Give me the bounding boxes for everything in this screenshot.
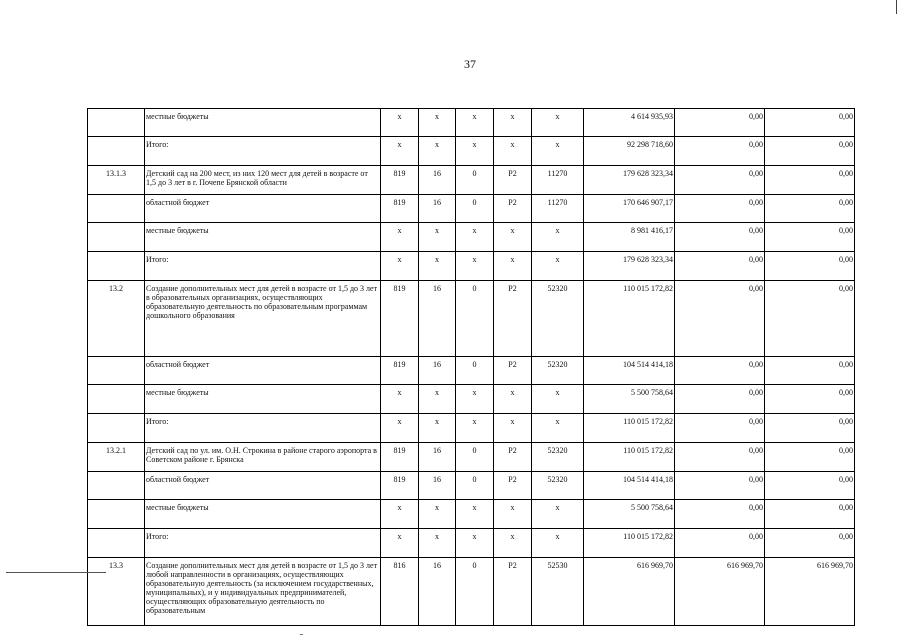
row-name: местные бюджеты bbox=[145, 109, 381, 137]
code-section: 16 bbox=[419, 281, 456, 357]
code-subsection: 0 bbox=[456, 472, 494, 500]
code-direction: 52320 bbox=[532, 357, 584, 385]
table-row bbox=[88, 472, 855, 500]
code-ministry: x bbox=[381, 109, 419, 137]
amount-year-2: 616 969,70 bbox=[675, 558, 765, 626]
code-ministry: 819 bbox=[381, 195, 419, 223]
code-ministry: 819 bbox=[381, 443, 419, 472]
code-program: P2 bbox=[494, 558, 532, 626]
amount-year-1: 616 969,70 bbox=[584, 558, 675, 626]
page-number: 37 bbox=[464, 57, 476, 71]
code-program: x bbox=[494, 529, 532, 558]
code-section: x bbox=[419, 529, 456, 558]
amount-year-3: 0,00 bbox=[765, 281, 855, 357]
amount-year-3: 0,00 bbox=[765, 472, 855, 500]
amount-year-1: 8 981 416,17 bbox=[584, 223, 675, 252]
code-program: P2 bbox=[494, 195, 532, 223]
amount-year-3: 0,00 bbox=[765, 385, 855, 414]
scan-dot bbox=[300, 634, 303, 635]
code-program: x bbox=[494, 137, 532, 166]
code-section: 16 bbox=[419, 443, 456, 472]
row-number bbox=[88, 109, 145, 137]
code-program: x bbox=[494, 252, 532, 281]
row-number bbox=[88, 223, 145, 252]
code-direction: x bbox=[532, 109, 584, 137]
code-subsection: x bbox=[456, 529, 494, 558]
code-direction: 52320 bbox=[532, 472, 584, 500]
amount-year-1: 104 514 414,18 bbox=[584, 472, 675, 500]
code-program: P2 bbox=[494, 281, 532, 357]
amount-year-2: 0,00 bbox=[675, 252, 765, 281]
row-number bbox=[88, 529, 145, 558]
row-number bbox=[88, 252, 145, 281]
code-direction: x bbox=[532, 500, 584, 529]
amount-year-3: 0,00 bbox=[765, 109, 855, 137]
amount-year-1: 5 500 758,64 bbox=[584, 385, 675, 414]
table-row bbox=[88, 414, 855, 443]
code-section: x bbox=[419, 385, 456, 414]
table-row bbox=[88, 443, 855, 472]
row-number bbox=[88, 357, 145, 385]
row-number bbox=[88, 385, 145, 414]
code-ministry: x bbox=[381, 223, 419, 252]
row-number bbox=[88, 137, 145, 166]
row-name: областной бюджет bbox=[145, 195, 381, 223]
amount-year-3: 0,00 bbox=[765, 137, 855, 166]
code-program: P2 bbox=[494, 357, 532, 385]
table-row bbox=[88, 357, 855, 385]
row-name: областной бюджет bbox=[145, 472, 381, 500]
row-name: Детский сад по ул. им. О.Н. Строкина в районе старого аэропорта в Советском районе г. Брянска bbox=[145, 443, 381, 472]
table-row bbox=[88, 281, 855, 357]
code-program: P2 bbox=[494, 472, 532, 500]
code-subsection: x bbox=[456, 500, 494, 529]
amount-year-1: 179 628 323,34 bbox=[584, 166, 675, 195]
code-ministry: x bbox=[381, 252, 419, 281]
code-program: x bbox=[494, 223, 532, 252]
row-name: Итого: bbox=[145, 529, 381, 558]
code-subsection: x bbox=[456, 223, 494, 252]
code-subsection: 0 bbox=[456, 166, 494, 195]
code-program: P2 bbox=[494, 166, 532, 195]
row-name: местные бюджеты bbox=[145, 500, 381, 529]
row-name: Итого: bbox=[145, 252, 381, 281]
code-section: x bbox=[419, 414, 456, 443]
amount-year-2: 0,00 bbox=[675, 137, 765, 166]
amount-year-2: 0,00 bbox=[675, 529, 765, 558]
amount-year-1: 4 614 935,93 bbox=[584, 109, 675, 137]
row-name: областной бюджет bbox=[145, 357, 381, 385]
code-program: P2 bbox=[494, 443, 532, 472]
amount-year-2: 0,00 bbox=[675, 414, 765, 443]
budget-table bbox=[87, 108, 855, 626]
row-number: 13.3 bbox=[88, 558, 145, 626]
code-section: 16 bbox=[419, 472, 456, 500]
amount-year-1: 92 298 718,60 bbox=[584, 137, 675, 166]
code-subsection: 0 bbox=[456, 443, 494, 472]
row-name: Итого: bbox=[145, 414, 381, 443]
code-subsection: 0 bbox=[456, 195, 494, 223]
code-section: x bbox=[419, 500, 456, 529]
code-direction: x bbox=[532, 385, 584, 414]
amount-year-3: 0,00 bbox=[765, 223, 855, 252]
row-number: 13.1.3 bbox=[88, 166, 145, 195]
amount-year-1: 179 628 323,34 bbox=[584, 252, 675, 281]
amount-year-2: 0,00 bbox=[675, 472, 765, 500]
row-number bbox=[88, 500, 145, 529]
row-number: 13.2 bbox=[88, 281, 145, 357]
code-subsection: 0 bbox=[456, 357, 494, 385]
code-ministry: x bbox=[381, 385, 419, 414]
code-ministry: 819 bbox=[381, 166, 419, 195]
code-direction: x bbox=[532, 252, 584, 281]
amount-year-3: 0,00 bbox=[765, 195, 855, 223]
amount-year-3: 0,00 bbox=[765, 500, 855, 529]
code-section: x bbox=[419, 252, 456, 281]
code-ministry: x bbox=[381, 500, 419, 529]
code-section: x bbox=[419, 109, 456, 137]
code-direction: 11270 bbox=[532, 195, 584, 223]
scan-edge-mark bbox=[896, 0, 897, 14]
amount-year-3: 0,00 bbox=[765, 252, 855, 281]
margin-line bbox=[6, 572, 106, 573]
table-row bbox=[88, 223, 855, 252]
code-section: 16 bbox=[419, 558, 456, 626]
amount-year-1: 110 015 172,82 bbox=[584, 414, 675, 443]
row-number bbox=[88, 414, 145, 443]
amount-year-3: 616 969,70 bbox=[765, 558, 855, 626]
code-ministry: x bbox=[381, 137, 419, 166]
row-name: Создание дополнительных мест для детей в возрасте от 1,5 до 3 лет любой направленности в организациях, осуществляющих образовательную деятельность (за исключением государственных, муниципальных), и у индивидуальных предпринимателей, осуществляющих образовательную деятельность по образовательным bbox=[145, 558, 381, 626]
table-row bbox=[88, 137, 855, 166]
code-direction: x bbox=[532, 414, 584, 443]
amount-year-3: 0,00 bbox=[765, 414, 855, 443]
code-ministry: 816 bbox=[381, 558, 419, 626]
table-row bbox=[88, 109, 855, 137]
row-name: Детский сад на 200 мест, из них 120 мест для детей в возрасте от 1,5 до 3 лет в г. Почепе Брянской области bbox=[145, 166, 381, 195]
amount-year-1: 170 646 907,17 bbox=[584, 195, 675, 223]
table-row bbox=[88, 558, 855, 626]
amount-year-3: 0,00 bbox=[765, 529, 855, 558]
amount-year-2: 0,00 bbox=[675, 166, 765, 195]
amount-year-2: 0,00 bbox=[675, 195, 765, 223]
table-row bbox=[88, 385, 855, 414]
code-direction: x bbox=[532, 529, 584, 558]
amount-year-2: 0,00 bbox=[675, 500, 765, 529]
table-row bbox=[88, 500, 855, 529]
code-subsection: x bbox=[456, 252, 494, 281]
code-program: x bbox=[494, 414, 532, 443]
amount-year-1: 104 514 414,18 bbox=[584, 357, 675, 385]
amount-year-1: 5 500 758,64 bbox=[584, 500, 675, 529]
code-direction: x bbox=[532, 137, 584, 166]
amount-year-2: 0,00 bbox=[675, 385, 765, 414]
amount-year-1: 110 015 172,82 bbox=[584, 529, 675, 558]
code-program: x bbox=[494, 109, 532, 137]
row-number: 13.2.1 bbox=[88, 443, 145, 472]
amount-year-3: 0,00 bbox=[765, 166, 855, 195]
amount-year-3: 0,00 bbox=[765, 357, 855, 385]
row-number bbox=[88, 472, 145, 500]
code-direction: 52530 bbox=[532, 558, 584, 626]
table-row bbox=[88, 166, 855, 195]
code-direction: 11270 bbox=[532, 166, 584, 195]
amount-year-3: 0,00 bbox=[765, 443, 855, 472]
code-section: 16 bbox=[419, 357, 456, 385]
code-section: 16 bbox=[419, 166, 456, 195]
code-subsection: x bbox=[456, 385, 494, 414]
table-row bbox=[88, 195, 855, 223]
code-ministry: 819 bbox=[381, 357, 419, 385]
code-subsection: 0 bbox=[456, 281, 494, 357]
amount-year-2: 0,00 bbox=[675, 109, 765, 137]
code-section: 16 bbox=[419, 195, 456, 223]
code-ministry: 819 bbox=[381, 281, 419, 357]
amount-year-1: 110 015 172,82 bbox=[584, 281, 675, 357]
row-name: местные бюджеты bbox=[145, 385, 381, 414]
code-section: x bbox=[419, 137, 456, 166]
amount-year-2: 0,00 bbox=[675, 223, 765, 252]
code-subsection: x bbox=[456, 137, 494, 166]
row-name: Итого: bbox=[145, 137, 381, 166]
row-name: местные бюджеты bbox=[145, 223, 381, 252]
code-subsection: x bbox=[456, 414, 494, 443]
code-direction: x bbox=[532, 223, 584, 252]
code-ministry: 819 bbox=[381, 472, 419, 500]
code-program: x bbox=[494, 385, 532, 414]
row-name: Создание дополнительных мест для детей в возрасте от 1,5 до 3 лет в образовательных организациях, осуществляющих образовательную деятельность по образовательным программам дошкольного образования bbox=[145, 281, 381, 357]
code-subsection: x bbox=[456, 109, 494, 137]
row-number bbox=[88, 195, 145, 223]
amount-year-2: 0,00 bbox=[675, 357, 765, 385]
code-program: x bbox=[494, 500, 532, 529]
code-direction: 52320 bbox=[532, 443, 584, 472]
code-direction: 52320 bbox=[532, 281, 584, 357]
amount-year-2: 0,00 bbox=[675, 281, 765, 357]
code-section: x bbox=[419, 223, 456, 252]
code-ministry: x bbox=[381, 529, 419, 558]
amount-year-1: 110 015 172,82 bbox=[584, 443, 675, 472]
code-subsection: 0 bbox=[456, 558, 494, 626]
table-row bbox=[88, 252, 855, 281]
table-row bbox=[88, 529, 855, 558]
amount-year-2: 0,00 bbox=[675, 443, 765, 472]
code-ministry: x bbox=[381, 414, 419, 443]
